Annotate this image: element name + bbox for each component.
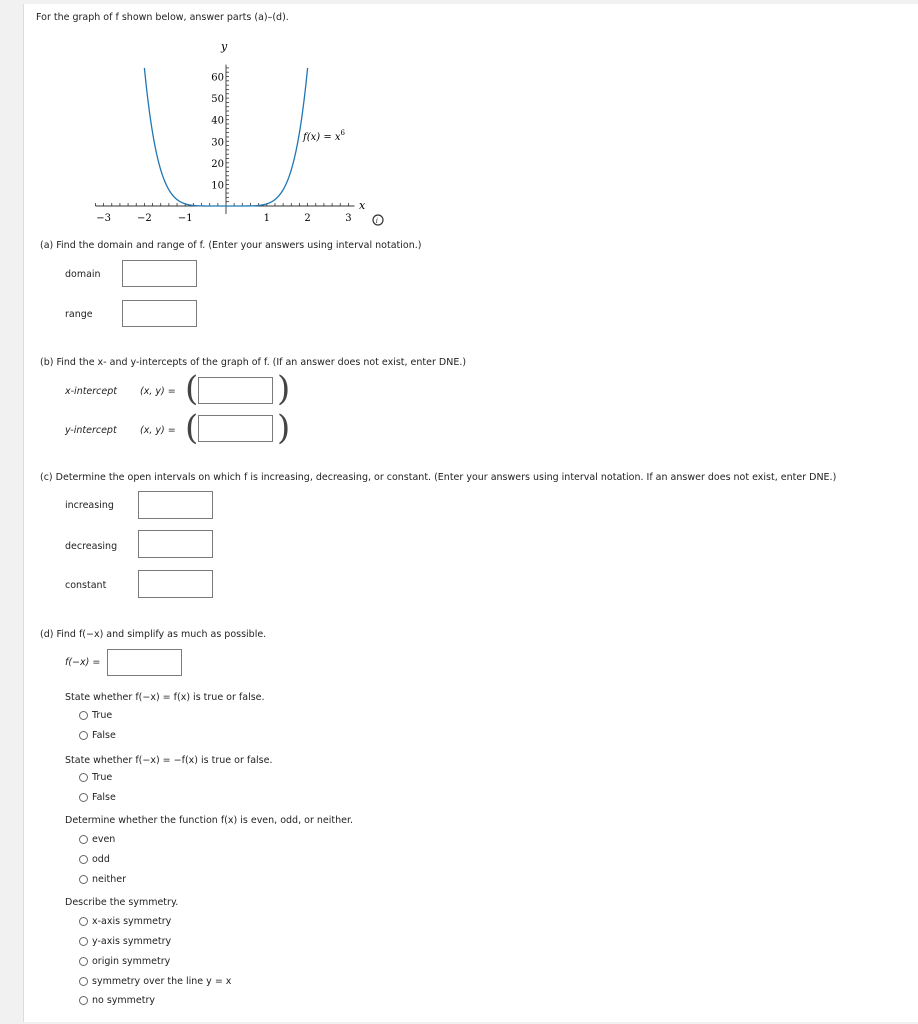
increasing-label: increasing [65,500,114,511]
option-label: y-axis symmetry [92,936,172,947]
x-tick-label: 2 [304,213,311,224]
x-tick-label: 3 [345,213,352,224]
option-label: True [92,710,113,721]
x-tick-label: −1 [177,213,193,224]
info-icon[interactable] [373,215,383,225]
function-graph [0,0,918,240]
x-tick-label: 1 [263,213,270,224]
part-d-prompt: (d) Find f(−x) and simplify as much as possible. [40,629,267,640]
constant-input[interactable] [138,570,213,598]
f-neg-x-input[interactable] [107,649,182,676]
radio-button[interactable] [79,875,88,884]
svg-text:i: i [375,217,379,226]
y-tick-label: 60 [211,72,224,84]
parity-question: Determine whether the function f(x) is even, odd, or neither. [65,815,354,826]
option-label: symmetry over the line y = x [92,976,232,987]
option-label: odd [92,854,110,865]
decreasing-label: decreasing [65,541,118,552]
x-intercept-close-paren: ) [277,369,291,409]
radio-button[interactable] [79,937,88,946]
even-check-question: State whether f(−x) = f(x) is true or false. [65,692,265,703]
intro-text: For the graph of f shown below, answer parts (a)–(d). [36,12,289,23]
option-label: False [92,792,116,803]
x-intercept-input[interactable] [198,377,273,404]
x-tick-label: −3 [96,213,111,224]
option-label: False [92,730,116,741]
domain-input[interactable] [122,260,197,287]
y-tick-label: 10 [211,180,224,192]
radio-button[interactable] [79,855,88,864]
y-intercept-input[interactable] [198,415,273,442]
option-label: x-axis symmetry [92,916,172,927]
y-tick-label: 30 [211,137,224,149]
graph-axes [95,65,354,224]
radio-button[interactable] [79,711,88,720]
y-intercept-open-paren: ( [185,408,199,448]
y-intercept-pair-label: (x, y) = [140,425,176,436]
radio-button[interactable] [79,835,88,844]
radio-button[interactable] [79,731,88,740]
symmetry-question: Describe the symmetry. [65,897,179,908]
part-a-prompt: (a) Find the domain and range of f. (Enter your answers using interval notation.) [40,240,422,251]
x-intercept-pair-label: (x, y) = [140,386,176,397]
y-tick-label: 20 [211,158,224,170]
x-tick-label: −2 [137,213,152,224]
part-b-prompt: (b) Find the x- and y-intercepts of the graph of f. (If an answer does not exist, enter DNE.) [40,357,467,368]
range-label: range [65,309,93,320]
y-axis-label: y [221,40,228,53]
option-label: origin symmetry [92,956,171,967]
radio-button[interactable] [79,917,88,926]
y-tick-label: 40 [211,115,224,127]
option-label: True [92,772,113,783]
f-neg-x-label: f(−x) = [65,657,101,668]
range-input[interactable] [122,300,197,327]
option-label: neither [92,874,127,885]
radio-button[interactable] [79,977,88,986]
y-tick-label: 50 [211,94,224,106]
x-intercept-open-paren: ( [185,369,199,409]
domain-label: domain [65,269,101,280]
radio-button[interactable] [79,957,88,966]
constant-label: constant [65,580,107,591]
x-axis-label: x [359,199,366,212]
radio-button[interactable] [79,793,88,802]
y-intercept-label: y-intercept [65,425,117,436]
increasing-input[interactable] [138,491,213,519]
radio-button[interactable] [79,773,88,782]
odd-check-question: State whether f(−x) = −f(x) is true or false. [65,755,273,766]
y-intercept-close-paren: ) [277,408,291,448]
option-label: even [92,834,116,845]
decreasing-input[interactable] [138,530,213,558]
option-label: no symmetry [92,995,156,1006]
radio-button[interactable] [79,996,88,1005]
part-c-prompt: (c) Determine the open intervals on which f is increasing, decreasing, or constant. (Enter your answers using interval notation. If an answer does not exist, enter DNE.) [40,472,837,483]
function-label: $f(x) = x^6$ [303,129,345,143]
x-intercept-label: x-intercept [65,386,118,397]
